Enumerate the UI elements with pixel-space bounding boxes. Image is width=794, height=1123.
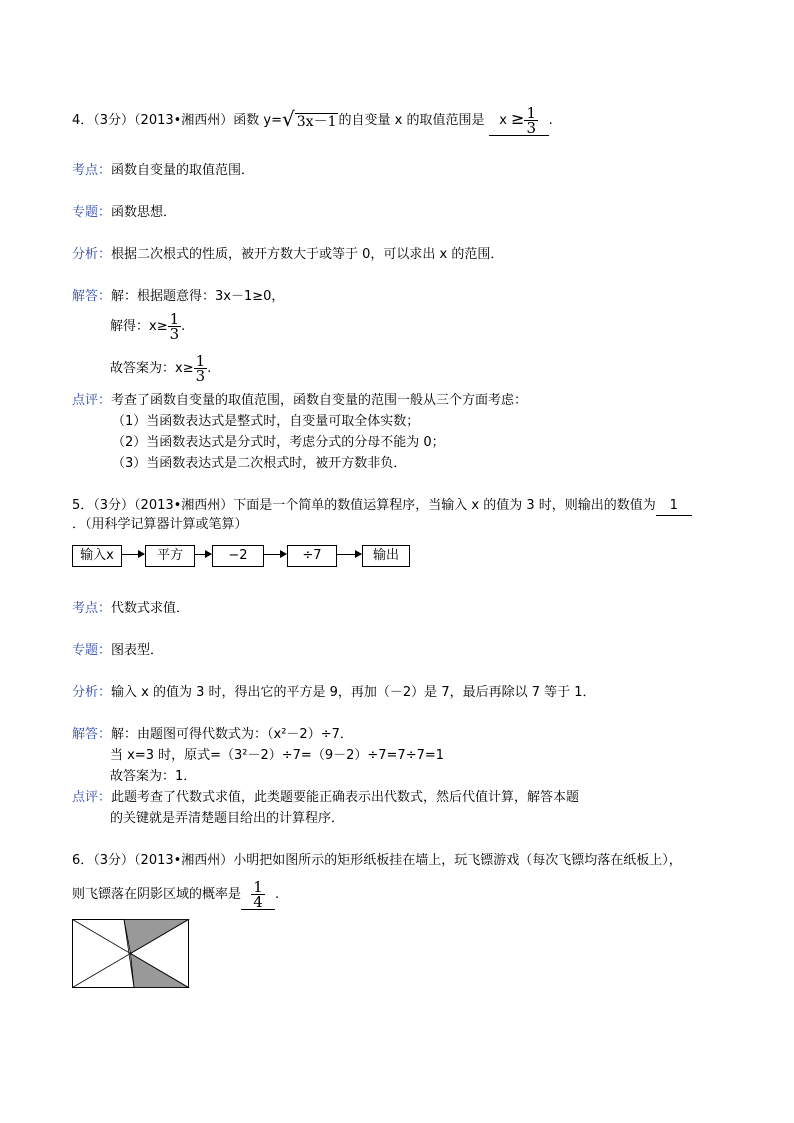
q5-jieda xyxy=(72,726,353,744)
q4-dianping-1: 考查了函数自变量的取值范围，函数自变量的范围一般从三个方面考虑： xyxy=(111,393,528,408)
q4-answer-blank xyxy=(489,106,549,136)
q4-answer-num: 1 xyxy=(526,104,536,122)
q4-jieda-2 xyxy=(110,312,185,341)
q4-dianping-label: 点评： xyxy=(72,393,112,408)
q4-jieda-2-num: 1 xyxy=(169,310,180,328)
q4-answer-prefix: x xyxy=(499,113,507,128)
q5-kaodian-text: 代数式求值． xyxy=(111,601,190,616)
q4-jieda-2-prefix: 解得：x≥ xyxy=(110,319,168,334)
flow-box-input: 输入x xyxy=(72,545,122,567)
q5-dianping-label: 点评： xyxy=(72,790,112,805)
flow-box-square: 平方 xyxy=(145,545,195,567)
flow-arrow-1 xyxy=(121,554,144,555)
q5-kaodian-label: 考点： xyxy=(72,601,112,616)
q4-end: . xyxy=(548,113,553,128)
q4-zhuanti xyxy=(72,204,176,222)
q4-radicand: 3x－1 xyxy=(296,114,337,130)
q6-answer-num: 1 xyxy=(253,878,263,896)
q4-dianping-3: （2）当函数表达式是分式时，考虑分式的分母不能为 0； xyxy=(112,435,445,450)
q4-jieda-3-prefix: 故答案为：x≥ xyxy=(110,361,194,376)
q5-zhuanti xyxy=(72,642,163,660)
q5-dianping-1: 此题考查了代数式求值，此类题要能正确表示出代数式，然后代值计算，解答本题 xyxy=(111,790,580,805)
q5-fenxi-text: 输入 x 的值为 3 时，得出它的平方是 9，再加（－2）是 7，最后再除以 7 等于 1． xyxy=(111,685,596,700)
q4-stem-b: 的自变量 x 的取值范围是 xyxy=(338,113,485,128)
q4-jieda xyxy=(72,288,284,306)
q4-sqrt: √ 3x－1 xyxy=(282,107,337,131)
q4-kaodian-text: 函数自变量的取值范围． xyxy=(111,163,255,178)
q5-stem-1-text: 5．（3分）（2013•湘西州）下面是一个简单的数值运算程序，当输入 x 的值为 3 时，则输出的数值为 xyxy=(72,498,656,513)
q6-stem-2-text: 则飞镖落在阴影区域的概率是 xyxy=(72,887,242,902)
q5-zhuanti-label: 专题： xyxy=(72,643,112,658)
q5-dianping xyxy=(72,789,579,807)
q4-stem-a: 4．（3分）（2013•湘西州）函数 y= xyxy=(72,113,283,128)
q4-jieda-2-den: 3 xyxy=(169,325,180,343)
q6-stem-2 xyxy=(72,880,279,910)
q4-jieda-3-den: 3 xyxy=(195,367,206,385)
q4-zhuanti-label: 专题： xyxy=(72,205,112,220)
q6-end: . xyxy=(275,887,280,902)
q4-answer-den: 3 xyxy=(526,119,536,137)
q4-dianping-4: （3）当函数表达式是二次根式时，被开方数非负． xyxy=(112,456,407,471)
q5-dianping-2: 的关键就是弄清楚题目给出的计算程序． xyxy=(110,811,345,826)
q5-zhuanti-text: 图表型． xyxy=(111,643,164,658)
q4-jieda-label: 解答： xyxy=(72,289,112,304)
q5-answer-blank xyxy=(656,497,692,516)
q4-jieda-3-frac xyxy=(194,354,208,383)
q4-stem xyxy=(72,106,553,136)
q4-jieda-3-num: 1 xyxy=(195,352,206,370)
q5-jieda-3: 故答案为：1． xyxy=(110,769,197,784)
q6-stem-1: 6．（3分）（2013•湘西州）小明把如图所示的矩形纸板挂在墙上，玩飞镖游戏（每次飞镖均落在纸板上）， xyxy=(72,853,682,868)
dartboard-figure xyxy=(72,919,190,989)
q4-jieda-2-period: . xyxy=(181,319,186,334)
flow-box-div7: ÷7 xyxy=(287,545,337,567)
flow-box-minus2: −2 xyxy=(212,545,264,567)
q4-jieda-3 xyxy=(110,354,211,383)
q4-fenxi-label: 分析： xyxy=(72,247,112,262)
q6-answer-blank xyxy=(241,880,275,910)
flow-arrow-2 xyxy=(194,554,211,555)
q5-stem-2: ．（用科学记算器计算或笔算） xyxy=(72,517,248,532)
q6-answer-den: 4 xyxy=(253,893,263,911)
q5-answer: 1 xyxy=(669,498,678,513)
q4-zhuanti-text: 函数思想． xyxy=(111,205,177,220)
q4-jieda-3-period: . xyxy=(207,361,212,376)
q4-kaodian-label: 考点： xyxy=(72,163,112,178)
q5-kaodian xyxy=(72,600,189,618)
q5-jieda-label: 解答： xyxy=(72,727,112,742)
flow-box-output: 输出 xyxy=(362,545,410,567)
flow-arrow-4 xyxy=(336,554,361,555)
q6-answer-frac xyxy=(251,880,265,909)
q5-stem-1 xyxy=(72,497,692,516)
flow-arrow-3 xyxy=(263,554,286,555)
q5-jieda-1: 解：由题图可得代数式为：（x²－2）÷7． xyxy=(111,727,353,742)
q4-fenxi-text: 根据二次根式的性质，被开方数大于或等于 0，可以求出 x 的范围． xyxy=(111,247,504,262)
q5-fenxi-label: 分析： xyxy=(72,685,112,700)
q4-kaodian xyxy=(72,162,254,180)
q4-answer-op: ≥ xyxy=(511,109,525,128)
q5-fenxi xyxy=(72,684,596,702)
q4-dianping xyxy=(72,392,527,410)
q5-jieda-2: 当 x=3 时，原式=（3²－2）÷7=（9－2）÷7=7÷7=1 xyxy=(110,748,445,763)
q4-dianping-2: （1）当函数表达式是整式时，自变量可取全体实数； xyxy=(112,414,420,429)
q4-answer-frac xyxy=(524,106,538,135)
q4-jieda-1: 解：根据题意得：3x－1≥0， xyxy=(111,289,285,304)
q4-fenxi xyxy=(72,246,503,264)
q4-jieda-2-frac xyxy=(168,312,182,341)
